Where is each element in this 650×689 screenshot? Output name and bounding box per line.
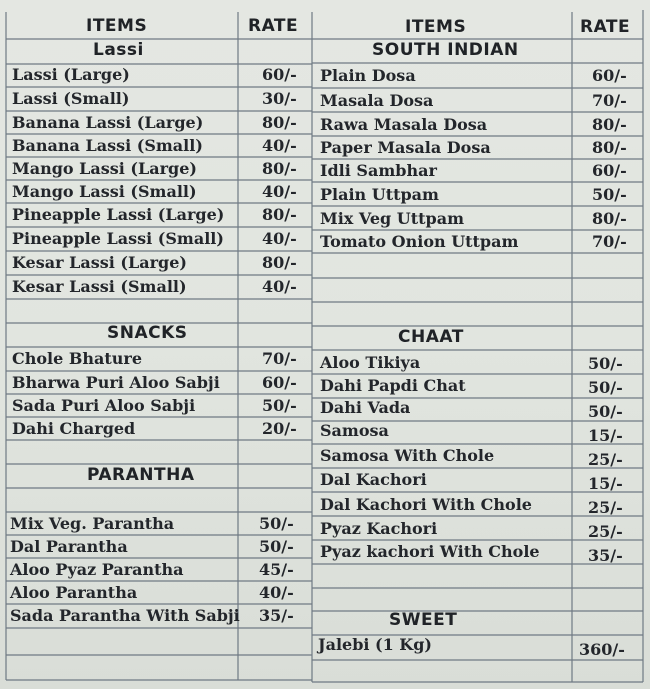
menu-item: Plain Dosa xyxy=(320,66,416,85)
item-rate: 80/- xyxy=(592,138,627,157)
menu-item: Pineapple Lassi (Small) xyxy=(12,229,224,248)
section-title-sweet: SWEET xyxy=(389,610,458,630)
item-rate: 80/- xyxy=(262,205,297,224)
menu-item: Mango Lassi (Large) xyxy=(12,159,197,178)
item-rate: 25/- xyxy=(588,498,623,517)
menu-item: Samosa With Chole xyxy=(320,446,495,465)
menu-item: Idli Sambhar xyxy=(320,161,437,180)
menu-item: Mix Veg. Parantha xyxy=(10,514,175,533)
section-title-chaat: CHAAT xyxy=(398,327,464,347)
item-rate: 50/- xyxy=(588,402,623,421)
item-rate: 60/- xyxy=(592,161,627,180)
item-rate: 15/- xyxy=(588,426,623,445)
left-rate-header: RATE xyxy=(248,16,299,36)
menu-item: Samosa xyxy=(320,421,389,440)
menu-item: Jalebi (1 Kg) xyxy=(318,635,432,654)
item-rate: 25/- xyxy=(588,522,623,541)
menu-item: Pyaz Kachori xyxy=(320,519,438,538)
item-rate: 50/- xyxy=(262,396,297,415)
menu-item: Dahi Charged xyxy=(12,419,136,438)
menu-item: Dal Parantha xyxy=(10,537,128,556)
menu-item: Mango Lassi (Small) xyxy=(12,182,197,201)
menu-item: Mix Veg Uttpam xyxy=(320,209,464,228)
left-items-header: ITEMS xyxy=(86,16,148,36)
item-rate: 40/- xyxy=(259,583,294,602)
item-rate: 60/- xyxy=(262,373,297,392)
item-rate: 70/- xyxy=(592,232,627,251)
item-rate: 15/- xyxy=(588,474,623,493)
menu-item: Chole Bhature xyxy=(12,349,143,368)
menu-item: Pineapple Lassi (Large) xyxy=(12,205,225,224)
menu-item: Lassi (Large) xyxy=(12,65,130,84)
item-rate: 45/- xyxy=(259,560,294,579)
menu-item: Masala Dosa xyxy=(320,91,434,110)
item-rate: 80/- xyxy=(262,113,297,132)
menu-item: Plain Uttpam xyxy=(320,185,439,204)
menu-item: Aloo Pyaz Parantha xyxy=(10,560,184,579)
item-rate: 50/- xyxy=(592,185,627,204)
item-rate: 60/- xyxy=(592,66,627,85)
menu-item: Banana Lassi (Large) xyxy=(12,113,204,132)
section-title-south-indian: SOUTH INDIAN xyxy=(372,40,519,60)
item-rate: 40/- xyxy=(262,229,297,248)
item-rate: 70/- xyxy=(262,349,297,368)
item-rate: 40/- xyxy=(262,182,297,201)
menu-item: Rawa Masala Dosa xyxy=(320,115,488,134)
item-rate: 50/- xyxy=(259,514,294,533)
menu-item: Sada Parantha With Sabji xyxy=(10,606,240,625)
menu-item: Lassi (Small) xyxy=(12,89,130,108)
menu-item: Dahi Papdi Chat xyxy=(320,376,466,395)
item-rate: 360/- xyxy=(579,640,625,659)
item-rate: 25/- xyxy=(588,450,623,469)
right-rate-header: RATE xyxy=(580,17,631,37)
menu-item: Paper Masala Dosa xyxy=(320,138,491,157)
menu-item: Banana Lassi (Small) xyxy=(12,136,203,155)
item-rate: 50/- xyxy=(588,354,623,373)
menu-item: Aloo Parantha xyxy=(10,583,138,602)
item-rate: 40/- xyxy=(262,277,297,296)
menu-item: Dal Kachori With Chole xyxy=(320,495,532,514)
menu-item: Dal Kachori xyxy=(320,470,427,489)
item-rate: 50/- xyxy=(259,537,294,556)
menu-item: Dahi Vada xyxy=(320,398,411,417)
item-rate: 80/- xyxy=(592,115,627,134)
item-rate: 80/- xyxy=(262,159,297,178)
right-items-header: ITEMS xyxy=(405,17,467,37)
item-rate: 40/- xyxy=(262,136,297,155)
menu-item: Pyaz kachori With Chole xyxy=(320,542,540,561)
item-rate: 70/- xyxy=(592,91,627,110)
section-title-snacks: SNACKS xyxy=(107,323,188,343)
menu-item: Kesar Lassi (Small) xyxy=(12,277,187,296)
item-rate: 60/- xyxy=(262,65,297,84)
item-rate: 35/- xyxy=(259,606,294,625)
section-title-lassi: Lassi xyxy=(93,40,144,60)
section-title-parantha: PARANTHA xyxy=(87,465,195,485)
menu-item: Tomato Onion Uttpam xyxy=(320,232,519,251)
item-rate: 80/- xyxy=(262,253,297,272)
item-rate: 80/- xyxy=(592,209,627,228)
item-rate: 30/- xyxy=(262,89,297,108)
item-rate: 20/- xyxy=(262,419,297,438)
menu-item: Bharwa Puri Aloo Sabji xyxy=(12,373,220,392)
menu-item: Sada Puri Aloo Sabji xyxy=(12,396,196,415)
menu-item: Aloo Tikiya xyxy=(320,353,421,372)
item-rate: 35/- xyxy=(588,546,623,565)
item-rate: 50/- xyxy=(588,378,623,397)
menu-item: Kesar Lassi (Large) xyxy=(12,253,187,272)
